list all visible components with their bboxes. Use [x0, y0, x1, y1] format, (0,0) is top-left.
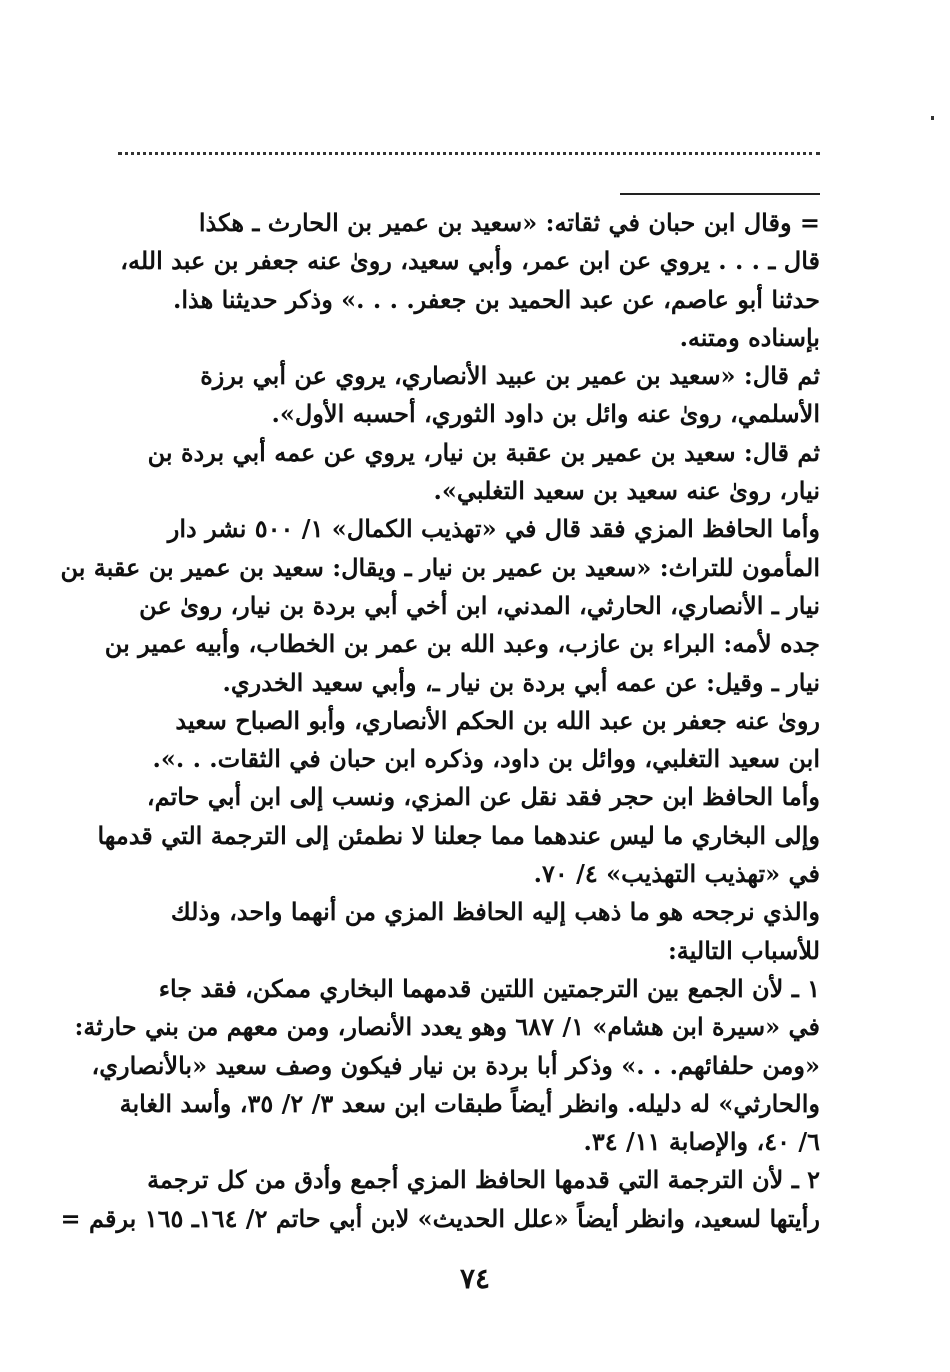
text-line: ٦/ ٤٠، والإصابة ١١/ ٣٤. [583, 1127, 820, 1157]
text-line: وأما الحافظ ابن حجر فقد نقل عن المزي، ونسب إلى ابن أبي حاتم، [146, 782, 820, 812]
text-line: نيار ـ وقيل: عن عمه أبي بردة بن نيار ـ، وأبي سعيد الخدري. [222, 667, 820, 697]
text-line: ٢ ـ لأن الترجمة التي قدمها الحافظ المزي أجمع وأدق من كل ترجمة [147, 1165, 820, 1195]
text-line: المأمون للتراث: «سعيد بن عمير بن نيار ـ ويقال: سعيد بن عمير بن عقبة بن [60, 552, 820, 582]
text-line: رأيتها لسعيد، وانظر أيضاً «علل الحديث» لابن أبي حاتم ٢/ ١٦٤ـ ١٦٥ برقم = [60, 1203, 820, 1233]
text-line: حدثنا أبو عاصم، عن عبد الحميد بن جعفر. . . .» وذكر حديثنا هذا. [172, 284, 820, 314]
text-line: = وقال ابن حبان في ثقاته: «سعيد بن عمير بن الحارث ـ هكذا [198, 208, 820, 237]
text-line: «ومن حلفائهم. . .» وذكر أبا بردة بن نيار فيكون وصف سعيد «بالأنصاري، [91, 1050, 820, 1080]
text-line: نيار ـ الأنصاري، الحارثي، المدني، ابن أخي أبي بردة بن نيار، روىٰ عن [139, 590, 820, 620]
text-line: ابن سعيد التغلبي، ووائل بن داود، وذكره ابن حبان في الثقات. . .». [152, 744, 820, 774]
footnote-rule [620, 193, 820, 195]
text-line: والحارثي» له دليله. وانظر أيضاً طبقات ابن سعد ٣/ ٢/ ٣٥، وأسد الغابة [119, 1088, 820, 1118]
text-line: قال ـ . . . يروي عن ابن عمر، وأبي سعيد، روىٰ عنه جعفر بن عبد الله، [120, 246, 820, 276]
text-line: جده لأمه: البراء بن عازب، وعبد الله بن عمر بن الخطاب، وأبيه عمير بن [104, 629, 820, 659]
text-line: روىٰ عنه جعفر بن عبد الله بن الحكم الأنصاري، وأبو الصباح سعيد [175, 705, 820, 735]
text-line: في «سيرة ابن هشام» ١/ ٦٨٧ وهو يعدد الأنصار، ومن معهم من بني حارثة: [74, 1012, 820, 1042]
text-line: في «تهذيب التهذيب» ٤/ ٧٠. [533, 859, 820, 889]
text-line: الأسلمي، روىٰ عنه وائل بن داود الثوري، أحسبه الأول». [271, 399, 820, 429]
text-line: ثم قال: سعيد بن عمير بن عقبة بن نيار، يروي عن عمه أبي بردة بن [147, 437, 820, 467]
text-line: وأما الحافظ المزي فقد قال في «تهذيب الكمال» ١/ ٥٠٠ نشر دار [167, 514, 820, 544]
dotted-separator [118, 152, 820, 155]
text-line: ١ ـ لأن الجمع بين الترجمتين اللتين قدمهما البخاري ممكن، فقد جاء [158, 973, 820, 1003]
text-line: نيار، روىٰ عنه سعيد بن سعيد التغلبي». [433, 476, 820, 506]
text-line: والذي نرجحه هو ما ذهب إليه الحافظ المزي من أنهما واحد، وذلك [170, 897, 820, 927]
page-number: ٧٤ [459, 1262, 491, 1295]
text-line: وإلى البخاري ما ليس عندهما مما جعلنا لا نطمئن إلى الترجمة التي قدمها [97, 820, 820, 850]
footnote-text [60, 204, 820, 1238]
text-line: للأسباب التالية: [667, 935, 820, 965]
text-line: بإسناده ومتنه. [679, 322, 820, 352]
text-line: ثم قال: «سعيد بن عمير بن عبيد الأنصاري، يروي عن أبي برزة [200, 361, 820, 391]
stray-mark [931, 116, 934, 120]
